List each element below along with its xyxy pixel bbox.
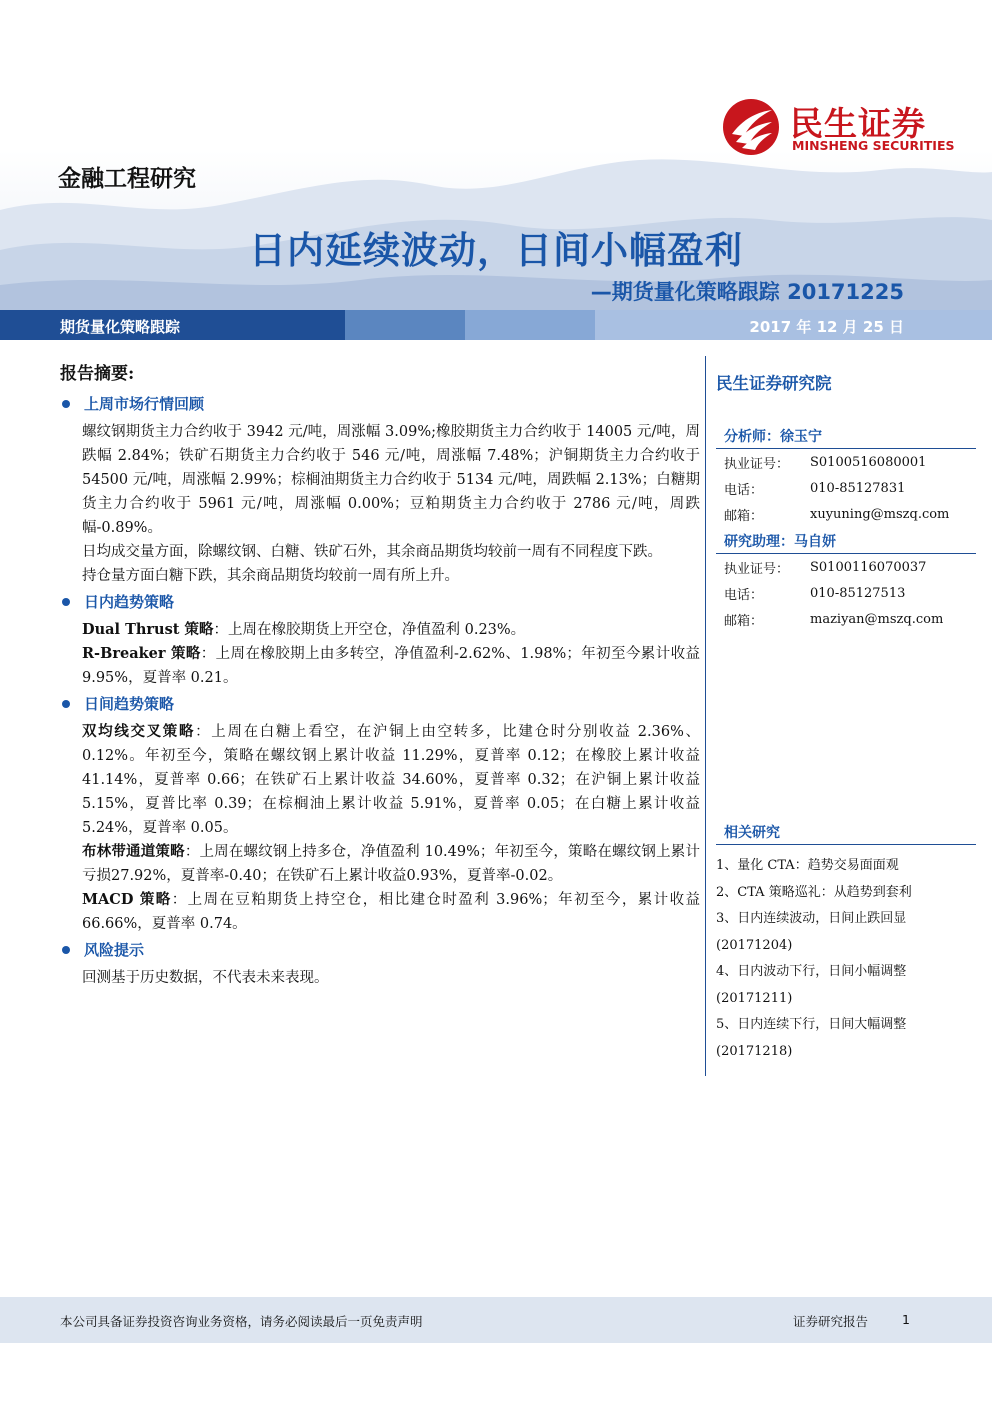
minsheng-logo-icon xyxy=(722,98,780,156)
summary-paragraph xyxy=(82,540,700,564)
strategy-name: Dual Thrust 策略 xyxy=(82,621,214,638)
contact-row xyxy=(716,449,976,475)
band-series-name: 期货量化策略跟踪 xyxy=(60,318,181,336)
strategy-name: 双均线交叉策略 xyxy=(82,723,196,740)
paragraph-text: ：上周在橡胶期货上开空仓，净值盈利 0.23%。 xyxy=(213,622,526,638)
contact-row xyxy=(716,501,976,527)
summary-section-header xyxy=(60,692,700,716)
section-title: 日内趋势策略 xyxy=(84,593,175,611)
contact-label: 电话： xyxy=(724,482,764,498)
section-title: 日间趋势策略 xyxy=(84,695,175,713)
summary-paragraph xyxy=(82,618,700,642)
section-title: 上周市场行情回顾 xyxy=(84,395,205,413)
sidebar xyxy=(716,370,976,1065)
paragraph-text: 回测基于历史数据，不代表未来表现。 xyxy=(82,970,329,986)
contact-row xyxy=(716,606,976,632)
contact-label: 邮箱： xyxy=(724,508,764,524)
strategy-name: 布林带通道策略 xyxy=(82,843,185,860)
page-number: 1 xyxy=(902,1312,910,1327)
related-research-item[interactable]: 5、日内连续下行，日间大幅调整 (20171218) xyxy=(716,1017,907,1059)
report-category: 金融工程研究 xyxy=(58,166,196,192)
institute-name: 民生证券研究院 xyxy=(716,374,832,393)
summary-section-header xyxy=(60,590,700,614)
bullet-icon xyxy=(62,598,70,606)
footer-disclaimer: 本公司具备证券投资咨询业务资格，请务必阅读最后一页免责声明 xyxy=(60,1314,423,1329)
analyst-heading: 分析师：徐玉宁 xyxy=(716,424,976,449)
contact-value: xuyuning@mszq.com xyxy=(810,506,950,522)
section-title: 风险提示 xyxy=(84,941,145,959)
related-research-item[interactable]: 1、量化 CTA：趋势交易面面观 xyxy=(716,858,899,873)
paragraph-text: ：上周在螺纹钢上持多仓，净值盈利 10.49%；年初至今，策略在螺纹钢上累计亏损27.92%，夏普率-0.40；在铁矿石上累计收益0.93%，夏普率-0.02。 xyxy=(82,844,700,884)
paragraph-text: 螺纹钢期货主力合约收于 3942 元/吨，周涨幅 3.09%;橡胶期货主力合约收于 14005 元/吨，周跌幅 2.84%；铁矿石期货主力合约收于 546 元/吨，周涨幅 7.48%；沪铜期货主力合约收于 54500 元/吨，周涨幅 2.99%；棕榈油期货主力合约收于 5134 元/吨，周跌幅 2.13%；白糖期货主力合约收于 5961 元/吨，周涨幅 0.00%；豆粕期货主力合约收于 2786 元/吨，周跌幅-0.89%。 xyxy=(82,424,700,536)
contact-value: S0100116070037 xyxy=(810,559,927,575)
contact-label: 执业证号： xyxy=(724,456,790,472)
contact-value: 010-85127513 xyxy=(810,585,906,601)
paragraph-text: ：上周在橡胶期上由多转空，净值盈利-2.62%、1.98%；年初至今累计收益 9.95%，夏普率 0.21。 xyxy=(82,646,701,686)
summary-paragraph xyxy=(82,642,700,690)
assistant-info xyxy=(716,554,976,632)
paragraph-text: 持仓量方面白糖下跌，其余商品期货均较前一周有所上升。 xyxy=(82,568,459,584)
paragraph-text: ：上周在豆粕期货上持空仓，相比建仓时盈利 3.96%；年初至今，累计收益 66.66%，夏普率 0.74。 xyxy=(82,892,701,932)
strategy-name: R-Breaker 策略 xyxy=(82,645,201,662)
related-research-item[interactable]: 2、CTA 策略巡礼：从趋势到套利 xyxy=(716,884,912,900)
footer-doc-type: 证券研究报告 xyxy=(793,1314,869,1329)
summary-paragraph xyxy=(82,420,700,540)
contact-label: 电话： xyxy=(724,587,764,603)
paragraph-text: 日均成交量方面，除螺纹钢、白糖、铁矿石外，其余商品期货均较前一周有不同程度下跌。 xyxy=(82,544,662,560)
summary-section-header xyxy=(60,938,700,962)
summary-paragraph xyxy=(82,888,700,936)
report-title: 日内延续波动，日间小幅盈利 xyxy=(249,229,743,272)
summary-paragraph xyxy=(82,564,700,588)
contact-value: 010-85127831 xyxy=(810,480,906,496)
related-research-item[interactable]: 3、日内连续波动，日间止跌回显 (20171204) xyxy=(716,911,907,953)
summary-paragraph xyxy=(82,720,700,840)
summary-paragraph xyxy=(82,840,700,888)
related-research-heading: 相关研究 xyxy=(716,820,976,845)
bullet-icon xyxy=(62,700,70,708)
contact-value: maziyan@mszq.com xyxy=(810,611,944,627)
contact-row xyxy=(716,580,976,606)
brand-name-cn: 民生证券 xyxy=(790,104,926,143)
contact-label: 执业证号： xyxy=(724,561,790,577)
brand-name-en: MINSHENG SECURITIES xyxy=(792,138,955,153)
contact-label: 邮箱： xyxy=(724,613,764,629)
contact-row xyxy=(716,475,976,501)
contact-value: S0100516080001 xyxy=(810,454,927,470)
related-research-list xyxy=(716,853,976,1065)
summary-paragraph xyxy=(82,966,700,990)
bullet-icon xyxy=(62,400,70,408)
summary-section-header xyxy=(60,392,700,416)
strategy-name: MACD 策略 xyxy=(82,891,172,908)
band-date: 2017 年 12 月 25 日 xyxy=(749,318,904,336)
assistant-heading: 研究助理：马自妍 xyxy=(716,529,976,554)
analyst-info xyxy=(716,449,976,527)
report-subtitle: —期货量化策略跟踪 20171225 xyxy=(590,280,904,304)
paragraph-text: ：上周在白糖上看空，在沪铜上由空转多，比建仓时分别收益 2.36%、0.12%。年初至今，策略在螺纹钢上累计收益 11.29%，夏普率 0.12；在橡胶上累计收益 41.14%，夏普率 0.66；在铁矿石上累计收益 34.60%，夏普率 0.32；在沪铜上累计收益 5.15%，夏普比率 0.39；在棕榈油上累计收益 5.91%，夏普率 0.05；在白糖上累计收益 5.24%，夏普率 0.05。 xyxy=(82,724,701,836)
report-summary xyxy=(60,362,700,990)
contact-row xyxy=(716,554,976,580)
bullet-icon xyxy=(62,946,70,954)
summary-heading: 报告摘要: xyxy=(60,364,135,384)
related-research-item[interactable]: 4、日内波动下行，日间小幅调整 (20171211) xyxy=(716,964,907,1006)
column-divider xyxy=(705,356,706,1076)
